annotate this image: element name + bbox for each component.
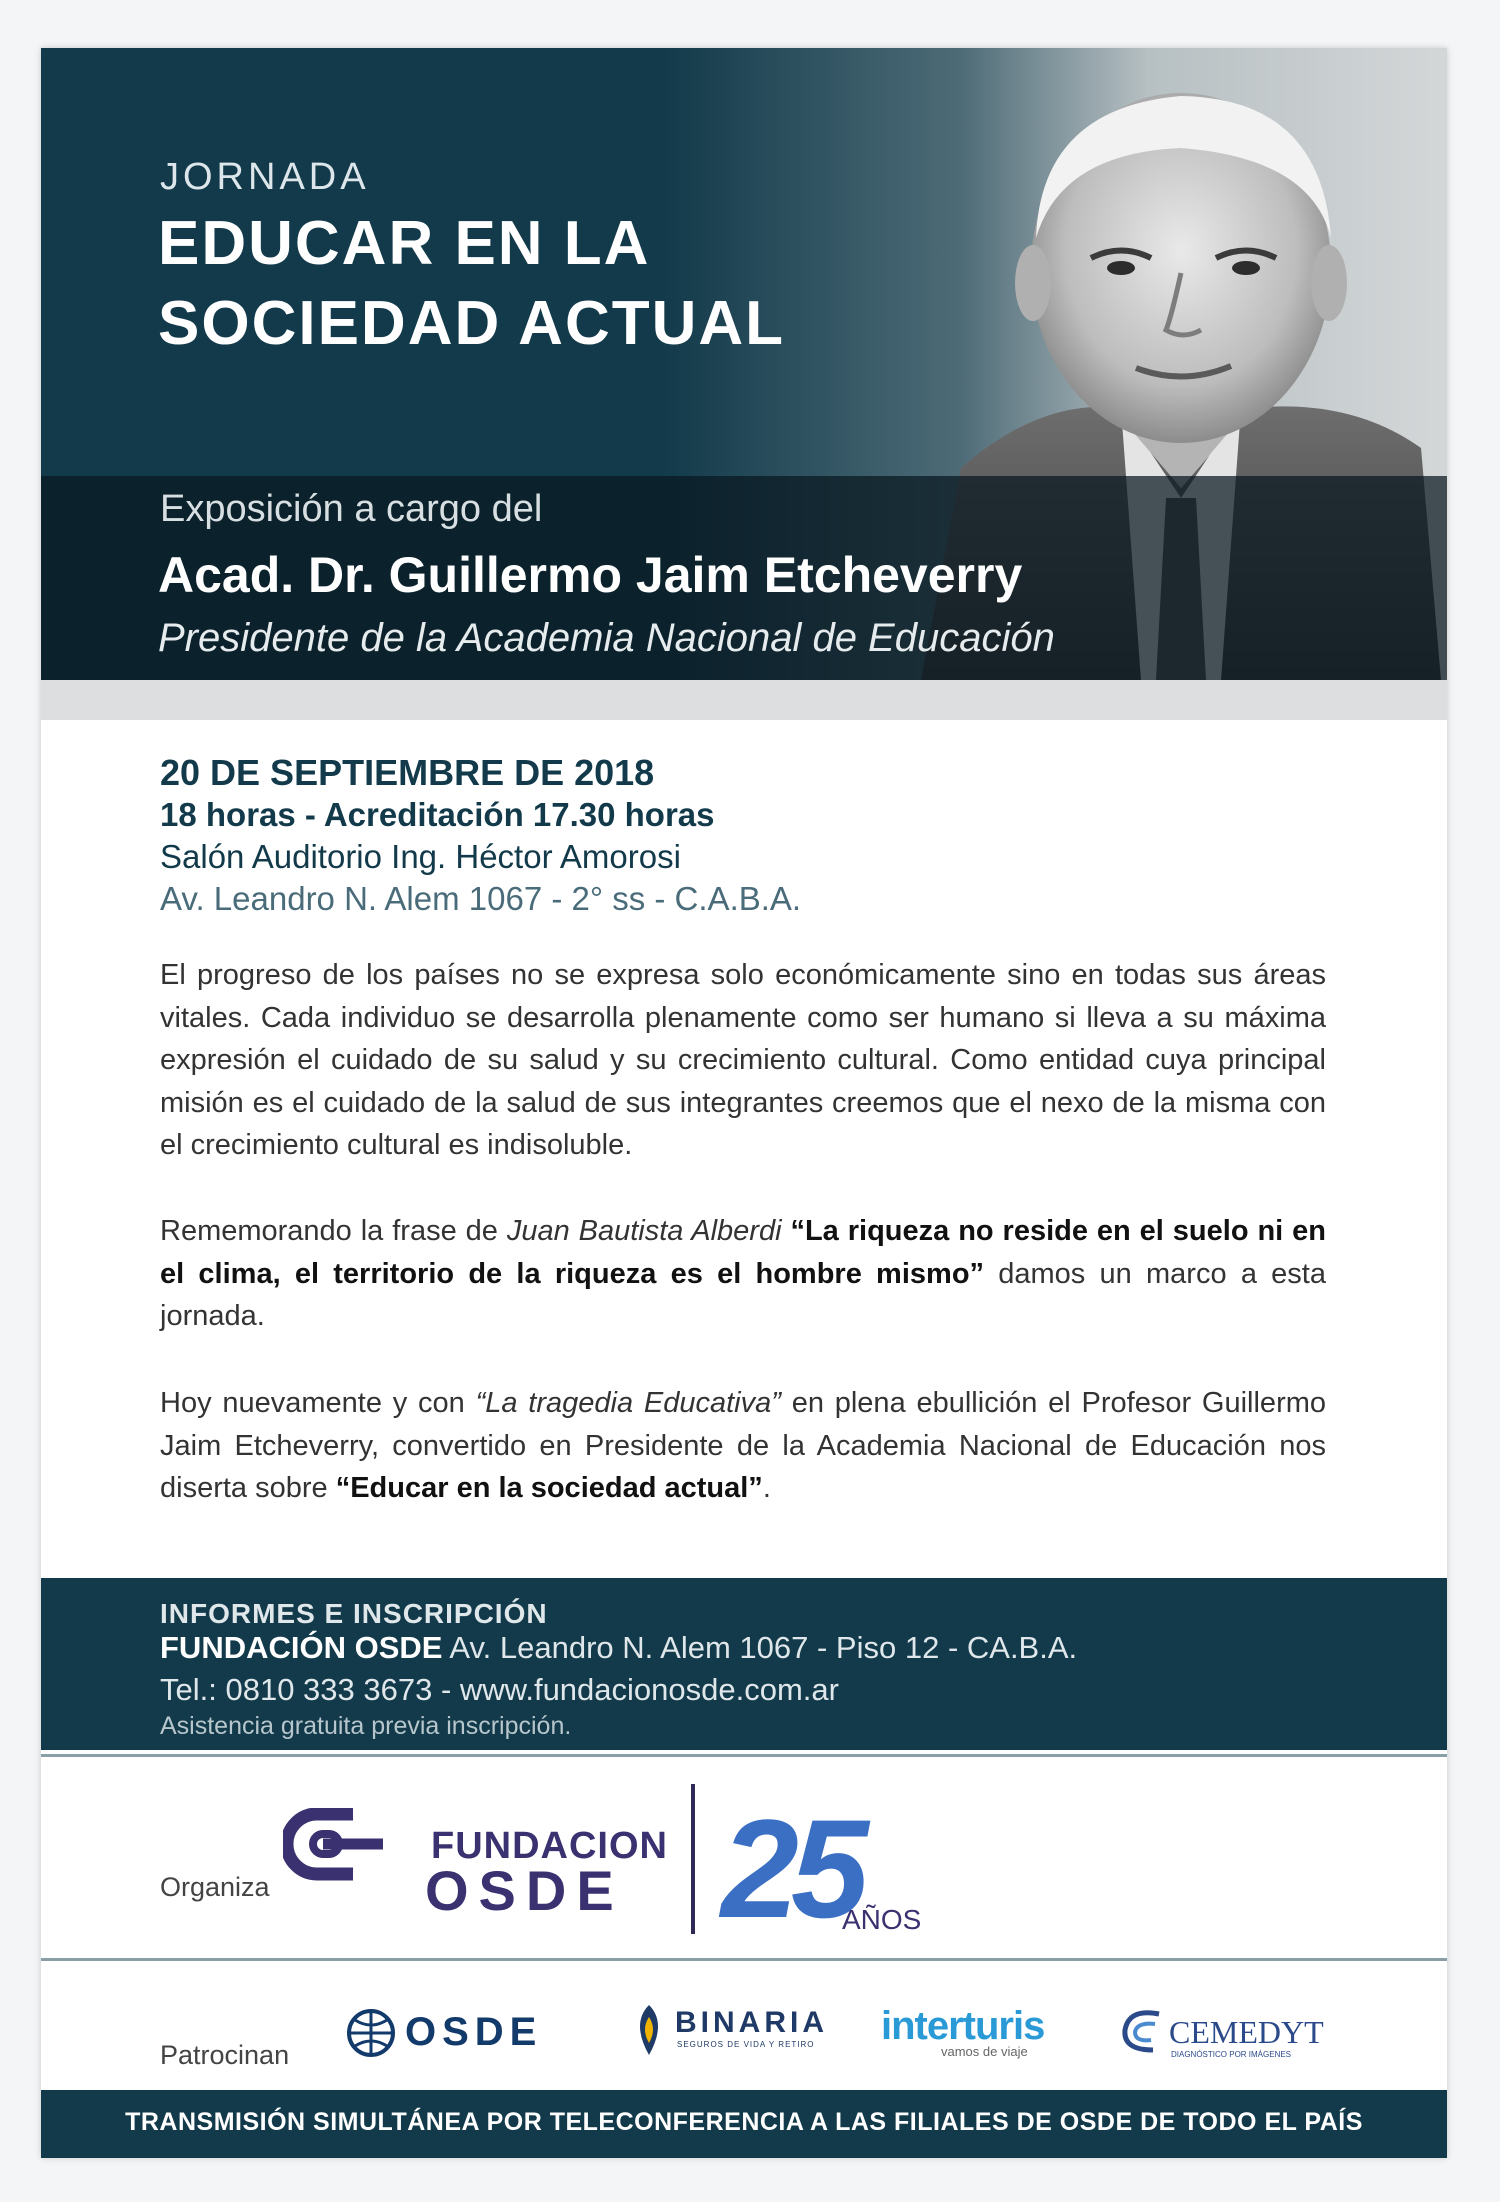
paragraph-text: Rememorando la frase de [160,1215,507,1247]
book-title: “La tragedia Educativa” [475,1387,781,1419]
event-title-line-2: SOCIEDAD ACTUAL [158,289,786,358]
flyer-sheet [41,48,1447,2158]
paragraph-text: Hoy nuevamente y con [160,1387,476,1419]
event-type-label: JORNADA [160,156,370,198]
body-paragraph-3 [160,1382,1326,1510]
registration-contact[interactable]: Tel.: 0810 333 3673 - www.fundacionosde.com.ar [160,1672,839,1707]
sponsor-cemedyt: CEMEDYT [1169,2014,1324,2050]
event-title-line-1: EDUCAR EN LA [158,209,651,278]
sponsors-label: Patrocinan [160,2040,290,2070]
event-hours: 18 horas - Acreditación 17.30 horas [160,796,715,833]
osde-globe-icon [346,2008,396,2058]
paragraph-text: en plena ebullición el Profesor Guillermo Jaim Etcheverry, convertido en Presidente de la Academia Nacional de Educación nos diserta sobre [160,1387,1327,1504]
speaker-name: Acad. Dr. Guillermo Jaim Etcheverry [158,547,1023,603]
osde-foundation-logo-icon [283,1808,423,1896]
sponsors-divider [41,1958,1447,1961]
sponsor-osde: OSDE [405,2010,543,2054]
registration-note: Asistencia gratuita previa inscripción. [160,1712,572,1740]
talk-topic: “Educar en la sociedad actual” [335,1472,763,1504]
paragraph-text: damos un marco a esta jornada. [160,1257,1326,1332]
organizer-logo-word: OSDE [425,1859,624,1922]
body-paragraph-2 [160,1210,1326,1338]
event-venue: Salón Auditorio Ing. Héctor Amorosi [160,838,681,875]
anniversary-number: 25 [721,1790,861,1947]
registration-heading: INFORMES E INSCRIPCIÓN [160,1598,548,1629]
sponsor-interturis: interturis [881,2004,1045,2048]
organizer-logo-text: FUNDACION [431,1825,668,1867]
header-divider-strip [41,680,1447,720]
cemedyt-swirl-icon [1119,2006,1163,2056]
event-address: Av. Leandro N. Alem 1067 - 2° ss - C.A.B.A. [160,880,802,917]
registration-org-line [160,1630,1077,1666]
sponsor-interturis-tagline: vamos de viaje [941,2044,1028,2059]
registration-address: Av. Leandro N. Alem 1067 - Piso 12 - CA.B.A. [442,1630,1078,1665]
binaria-leaf-icon [629,2003,669,2057]
quoted-author: Juan Bautista Alberdi [506,1215,782,1247]
registration-org: FUNDACIÓN OSDE [160,1630,443,1665]
sponsor-binaria: BINARIA [675,2006,828,2039]
body-paragraph-1: El progreso de los países no se expresa solo económicamente sino en todas sus áreas vitales. Cada individuo se desarrolla plenamente como ser humano si lleva a su máxima expresión el cuidado de su salud y su crecimiento cultural. Como entidad cuya principal misión es el cuidado de la salud de sus integrantes creemos que el nexo de la misma con el crecimiento cultural es indisoluble. [160,959,1326,1161]
organizer-label: Organiza [160,1872,270,1902]
anniversary-label: AÑOS [842,1904,922,1935]
sponsor-binaria-tagline: SEGUROS DE VIDA Y RETIRO [677,2040,815,2049]
alberdi-quote: “La riqueza no reside en el suelo ni en el clima, el territorio de la riqueza es el hombre mismo” [160,1215,1326,1290]
registration-divider [41,1754,1447,1757]
event-date: 20 DE SEPTIEMBRE DE 2018 [160,752,655,793]
speaker-intro: Exposición a cargo del [160,488,543,530]
speaker-role: Presidente de la Academia Nacional de Educación [158,616,1055,660]
organizer-divider [691,1784,695,1934]
sponsor-cemedyt-tagline: DIAGNÓSTICO POR IMÁGENES [1171,2050,1292,2059]
paragraph-text: . [762,1472,771,1504]
footer-text: TRANSMISIÓN SIMULTÁNEA POR TELECONFERENCIA A LAS FILIALES DE OSDE DE TODO EL PAÍS [125,2108,1363,2136]
